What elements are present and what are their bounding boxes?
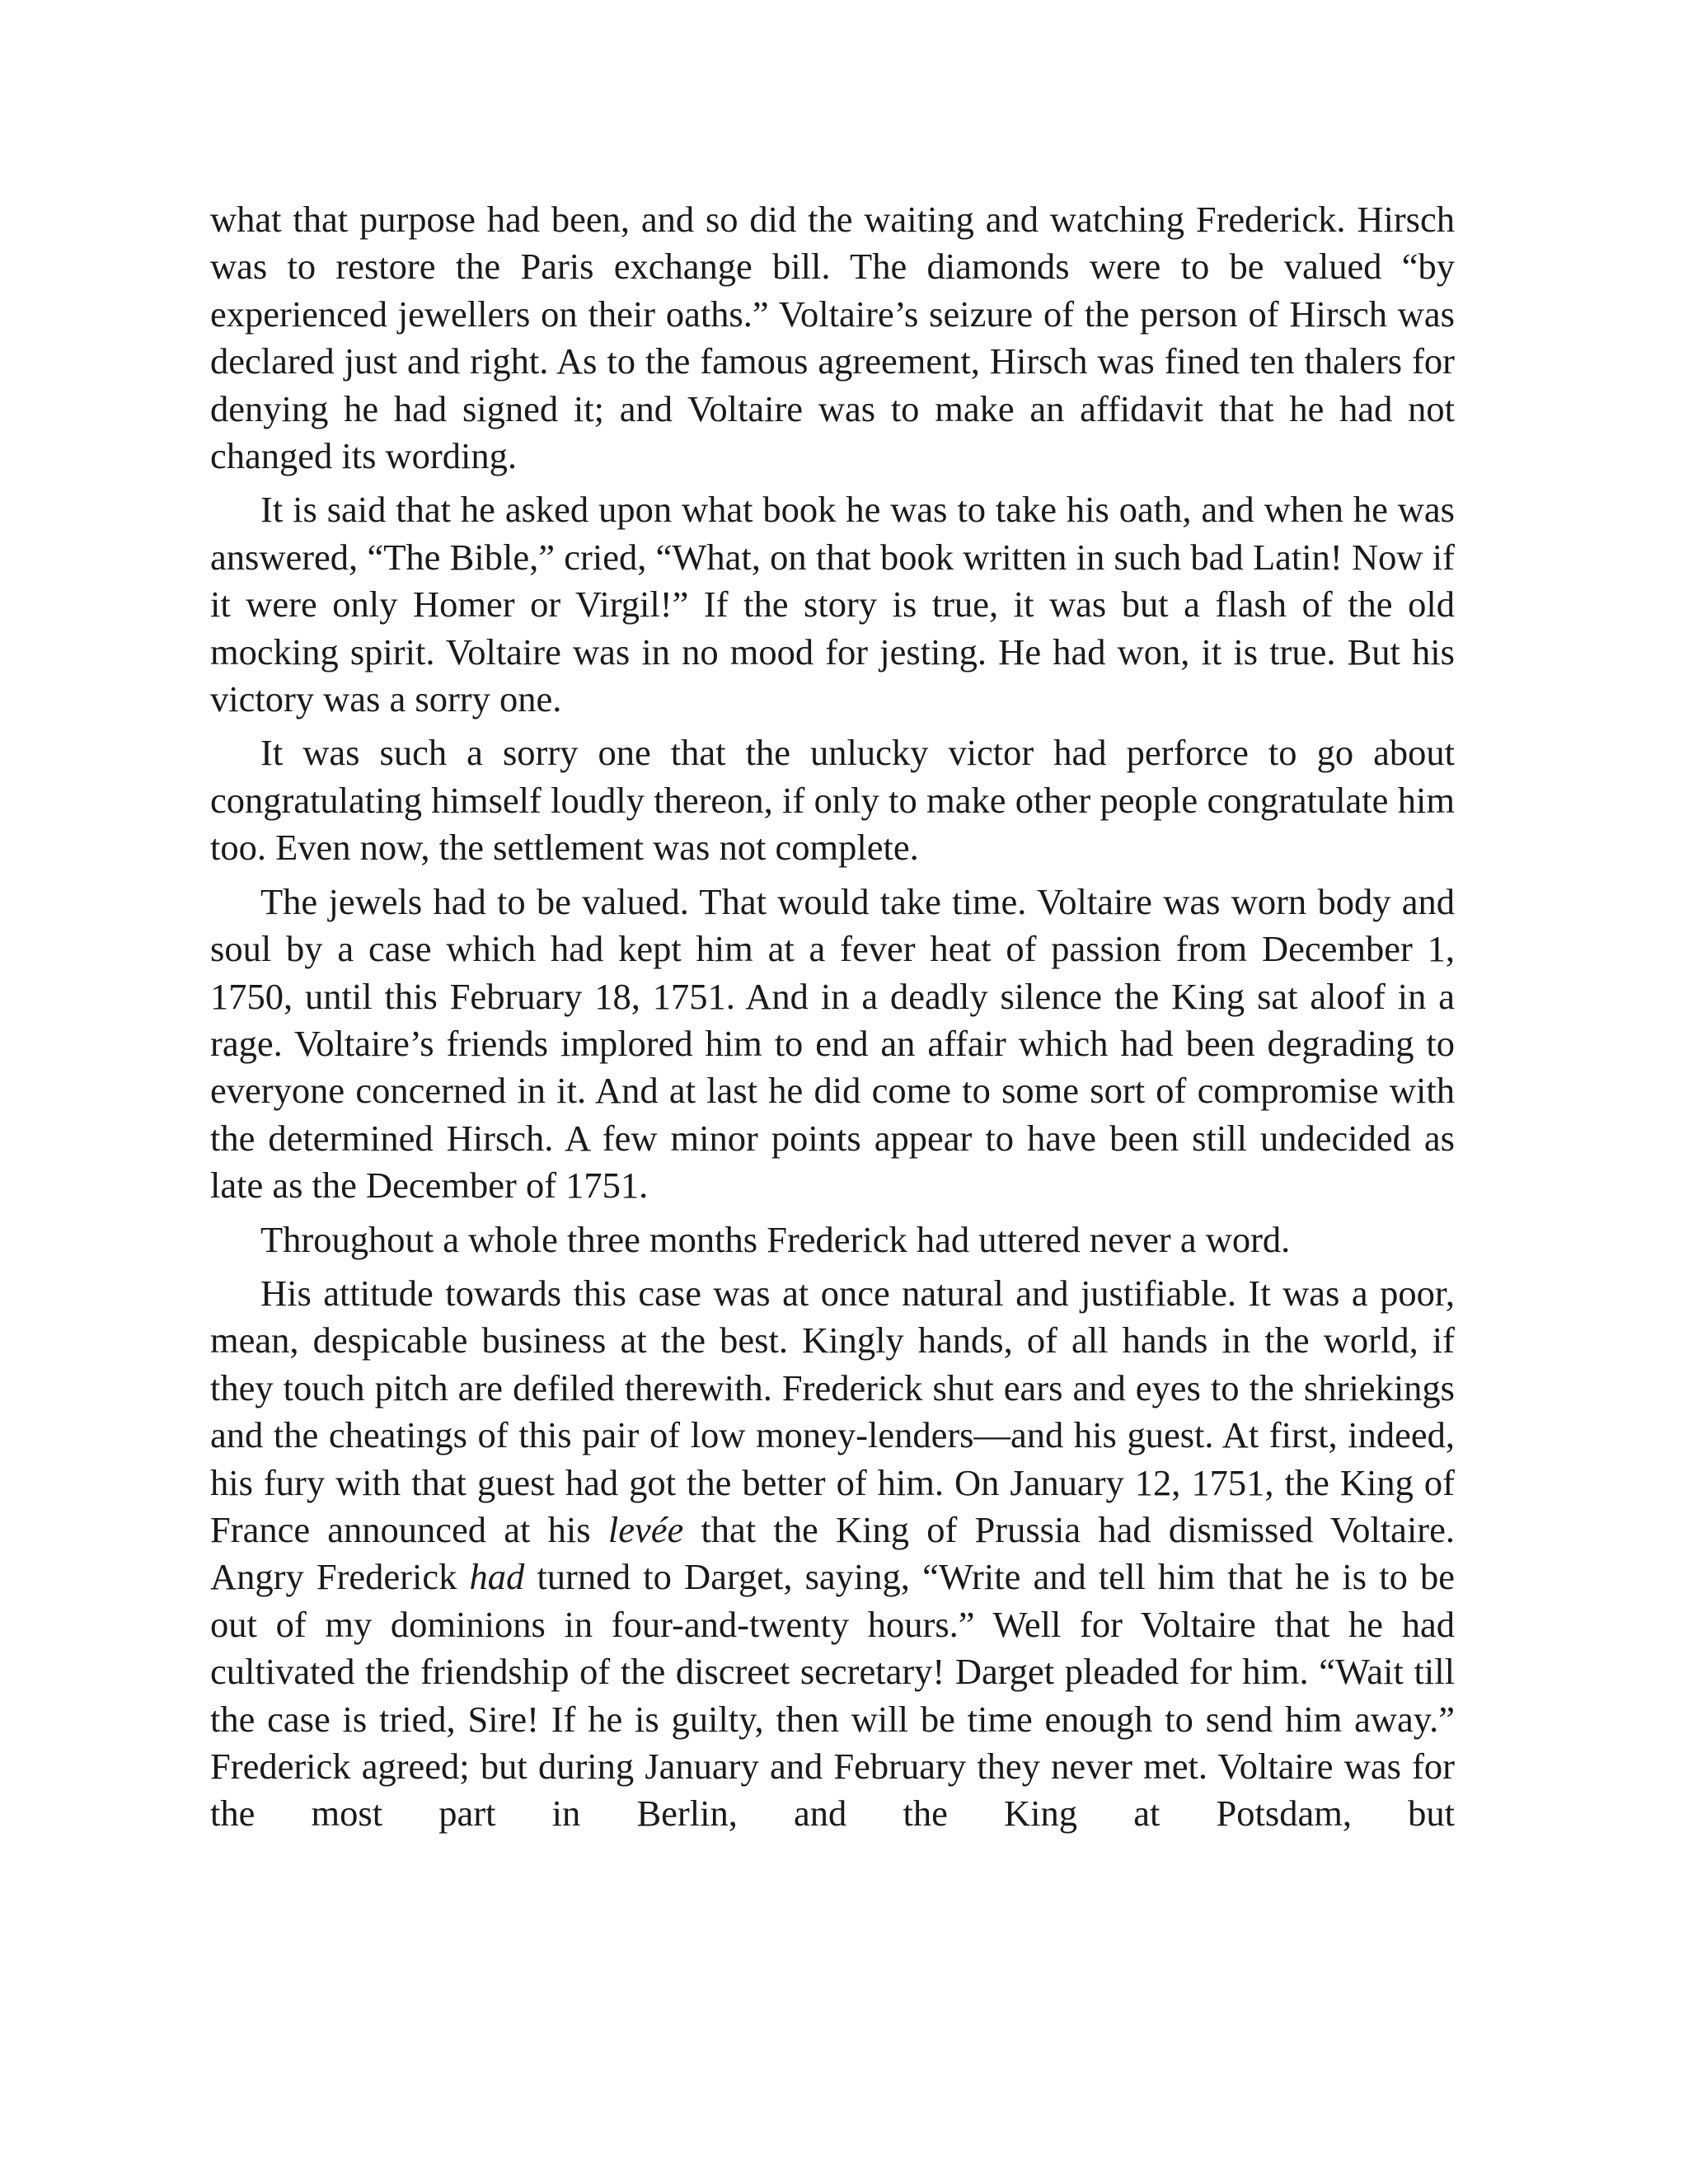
paragraph-5	[210, 1216, 1455, 1263]
paragraph-text: It is said that he asked upon what book he was to take his oath, and when he was answered, “The Bible,” cried, “What, on that book written in such bad Latin! Now if it were only Homer or Virgil!” If the story is true, it was but a flash of the old mocking spirit. Voltaire was in no mood for jesting. He had won, it is true. But his victory was a sorry one.	[210, 489, 1455, 720]
paragraph-6	[210, 1270, 1455, 1838]
italic-word-had: had	[469, 1556, 525, 1598]
paragraph-text: His attitude towards this case was at once natural and justifiable. It was a poor, mean, despicable business at the best. Kingly hands, of all hands in the world, if they touch pitch are defiled therewith. Frederick shut ears and eyes to the shriekings and the cheatings of this pair of low money-lenders—and his guest. At first, indeed, his fury with that guest had got the better of him. On January 12, 1751, the King of France announced at his	[210, 1272, 1455, 1550]
italic-word-levee: levée	[607, 1508, 684, 1550]
paragraph-text: what that purpose had been, and so did the waiting and watching Frederick. Hirsch was to restore the Paris exchange bill. The diamonds were to be valued “by experienced jewellers on their oaths.” Voltaire’s seizure of the person of Hirsch was declared just and right. As to the famous agreement, Hirsch was fined ten thalers for denying he had signed it; and Voltaire was to make an affidavit that he had not changed its wording.	[210, 199, 1455, 477]
body-text	[210, 196, 1455, 1844]
paragraph-1	[210, 196, 1455, 480]
paragraph-text: Throughout a whole three months Frederick had uttered never a word.	[260, 1218, 1291, 1260]
paragraph-2	[210, 486, 1455, 723]
paragraph-4	[210, 879, 1455, 1210]
paragraph-text: The jewels had to be valued. That would take time. Voltaire was worn body and soul by a case which had kept him at a fever heat of passion from December 1, 1750, until this February 18, 1751. And in a deadly silence the King sat aloof in a rage. Voltaire’s friends implored him to end an affair which had been degrading to everyone concerned in it. And at last he did come to some sort of compromise with the determined Hirsch. A few minor points appear to have been still undecided as late as the December of 1751.	[210, 880, 1455, 1207]
paragraph-text: that the King of Prussia had dismissed Voltaire. Angry Frederick	[210, 1508, 1455, 1598]
paragraph-text: It was such a sorry one that the unlucky victor had perforce to go about congratulating himself loudly thereon, if only to make other people congratulate him too. Even now, the settlement was not complete.	[210, 732, 1455, 869]
paragraph-text: turned to Darget, saying, “Write and tell him that he is to be out of my dominions in four-and-twenty hours.” Well for Voltaire that he had cultivated the friendship of the discreet secretary! Darget pleaded for him. “Wait till the case is tried, Sire! If he is guilty, then will be time enough to send him away.” Frederick agreed; but during January and February they never met. Voltaire was for the most part in Berlin, and the King at Potsdam, but	[210, 1556, 1455, 1835]
paragraph-3	[210, 729, 1455, 871]
